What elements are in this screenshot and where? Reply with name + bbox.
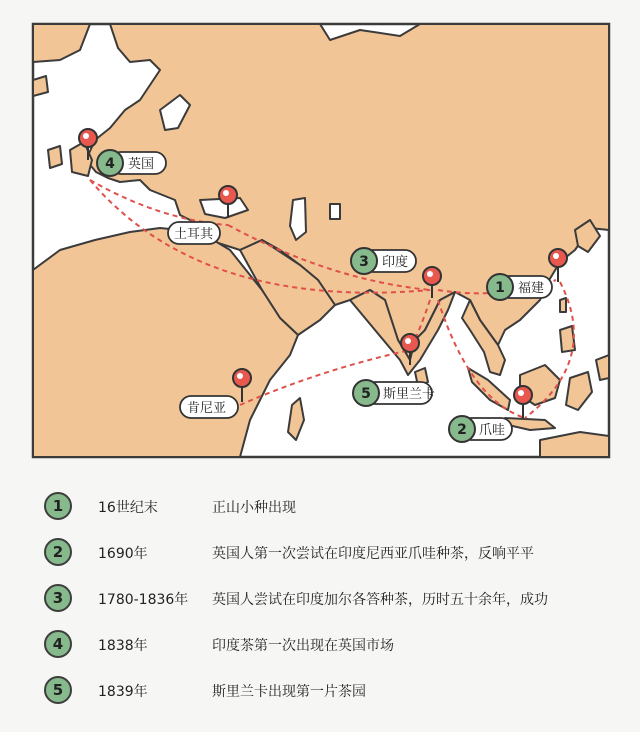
legend-event: 正山小种出现 [212, 500, 296, 516]
legend-number-badge: 3 [44, 584, 72, 612]
legend-row [0, 534, 640, 574]
label-britain [97, 150, 166, 176]
legend-row [0, 672, 640, 712]
legend-year: 16世纪末 [98, 500, 158, 516]
legend-year: 1838年 [98, 638, 148, 654]
legend-event: 印度茶第一次出现在英国市场 [212, 638, 394, 654]
landmass-iceland [33, 76, 48, 96]
label-fujian [487, 274, 552, 300]
legend-row [0, 626, 640, 666]
legend-number-badge: 5 [44, 676, 72, 704]
landmass-taiwan [560, 298, 566, 312]
label-india-name: 印度 [382, 255, 409, 270]
legend-row [0, 488, 640, 528]
label-srilanka-number: 5 [361, 386, 371, 402]
label-turkey-name: 土耳其 [174, 227, 214, 242]
legend-year: 1839年 [98, 684, 148, 700]
caspian-sea [290, 198, 306, 240]
label-india [351, 248, 416, 274]
legend-year: 1690年 [98, 546, 148, 562]
legend-row [0, 580, 640, 620]
label-srilanka [353, 380, 435, 406]
legend-number-badge: 4 [44, 630, 72, 658]
label-britain-number: 4 [105, 156, 115, 172]
label-srilanka-name: 斯里兰卡 [383, 387, 436, 402]
legend-number-badge: 1 [44, 492, 72, 520]
label-java-number: 2 [457, 422, 467, 438]
label-fujian-number: 1 [495, 280, 505, 296]
landmass-philippines [560, 326, 575, 352]
legend-event: 英国人尝试在印度加尔各答种茶，历时五十余年，成功 [212, 592, 548, 608]
label-java [449, 416, 512, 442]
label-kenya-name: 肯尼亚 [187, 401, 227, 416]
landmass-ireland [48, 146, 62, 168]
legend-event: 斯里兰卡出现第一片茶园 [212, 684, 366, 700]
label-fujian-name: 福建 [518, 281, 545, 296]
label-britain-name: 英国 [128, 157, 155, 172]
label-java-name: 爪哇 [479, 423, 506, 438]
label-turkey [168, 222, 220, 244]
legend-year: 1780-1836年 [98, 592, 189, 608]
aral-sea [330, 204, 340, 219]
label-india-number: 3 [359, 254, 369, 270]
legend-number-badge: 2 [44, 538, 72, 566]
label-kenya [180, 396, 238, 418]
legend-event: 英国人第一次尝试在印度尼西亚爪哇种茶，反响平平 [212, 546, 534, 562]
